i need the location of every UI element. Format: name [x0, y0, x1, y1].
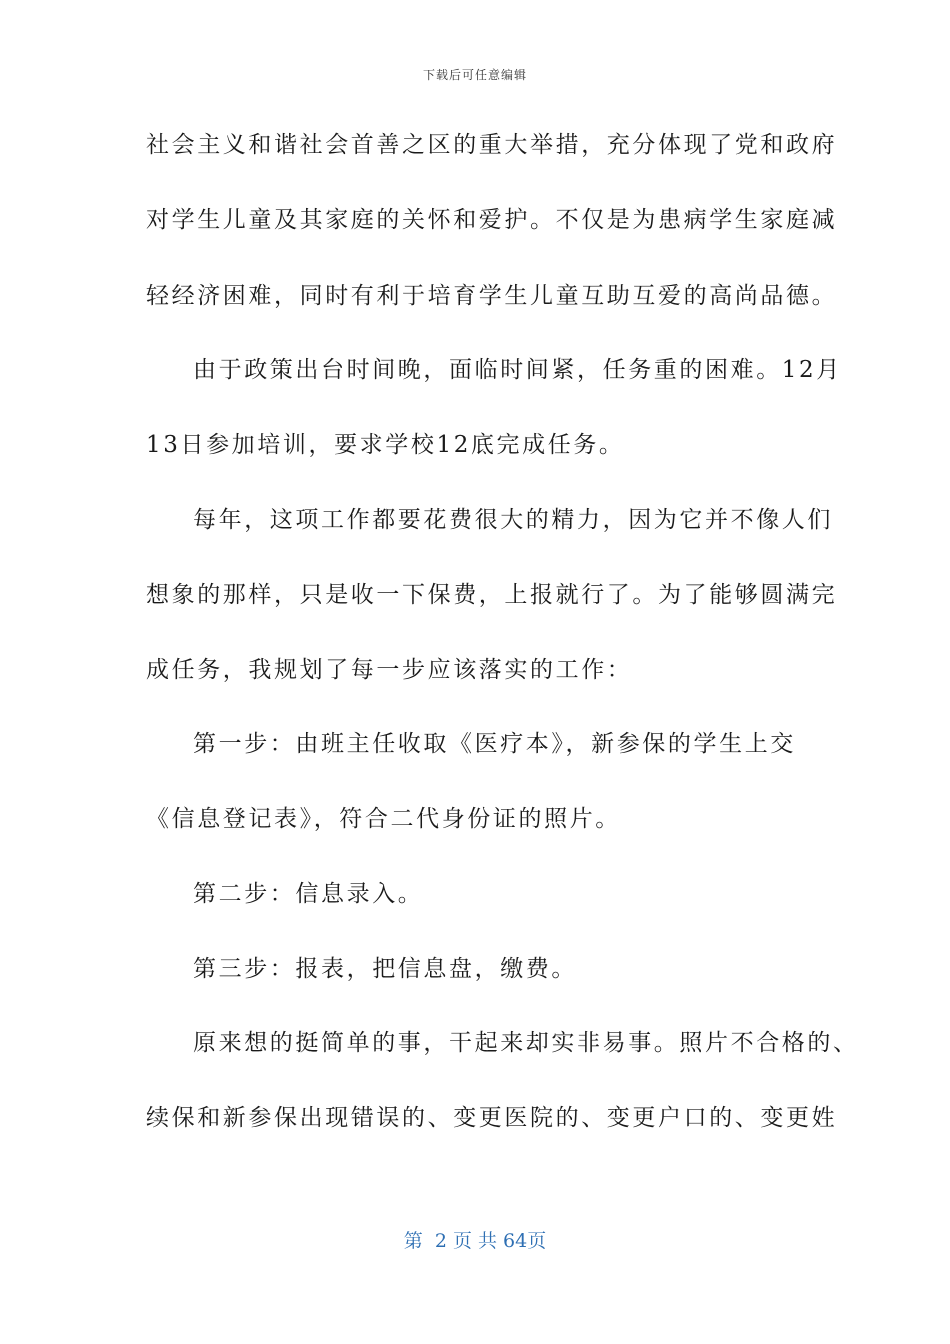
- body-line-14: 续保和新参保出现错误的、变更医院的、变更户口的、变更姓: [146, 1105, 838, 1131]
- body-line-2: 对学生儿童及其家庭的关怀和爱护。不仅是为患病学生家庭减: [146, 207, 838, 233]
- body-line-11: 第二步：信息录入。: [193, 881, 424, 907]
- body-line-10: 《信息登记表》，符合二代身份证的照片。: [146, 806, 621, 832]
- body-line-13: 原来想的挺简单的事，干起来却实非易事。照片不合格的、: [193, 1030, 859, 1056]
- body-line-7: 想象的那样，只是收一下保费，上报就行了。为了能够圆满完: [146, 582, 838, 608]
- body-line-1: 社会主义和谐社会首善之区的重大举措，充分体现了党和政府: [146, 132, 838, 158]
- body-line-6: 每年，这项工作都要花费很大的精力，因为它并不像人们: [193, 507, 833, 533]
- page-header: 下载后可任意编辑: [422, 68, 527, 82]
- body-line-8: 成任务，我规划了每一步应该落实的工作：: [146, 657, 633, 683]
- body-line-4: 由于政策出台时间晚，面临时间紧，任务重的困难。12月: [193, 357, 842, 383]
- body-line-12: 第三步：报表，把信息盘，缴费。: [193, 956, 577, 982]
- body-line-3: 轻经济困难，同时有利于培育学生儿童互助互爱的高尚品德。: [146, 283, 838, 309]
- body-line-5: 13日参加培训，要求学校12底完成任务。: [146, 432, 625, 458]
- body-line-9: 第一步：由班主任收取《医疗本》，新参保的学生上交: [193, 731, 796, 757]
- page-number-footer: 第 2 页 共 64页: [403, 1230, 547, 1252]
